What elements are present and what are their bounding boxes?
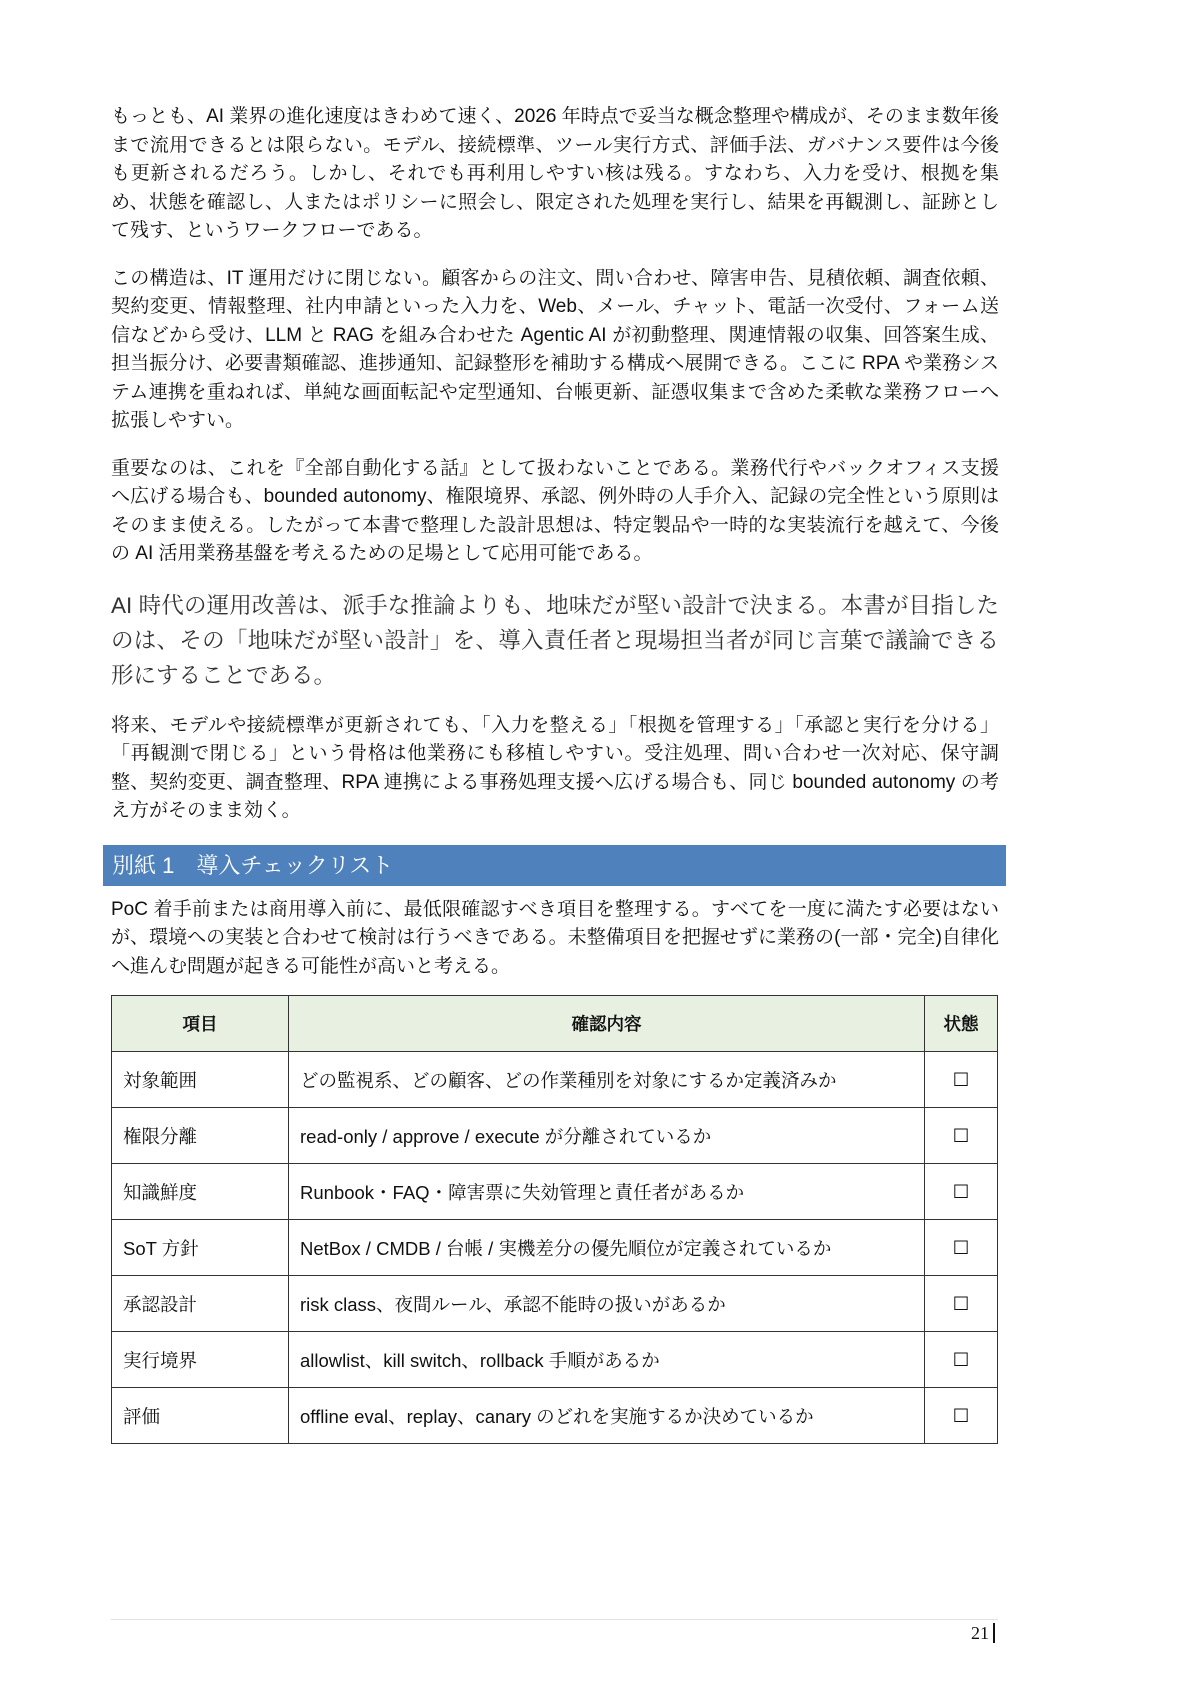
paragraph-5: 将来、モデルや接続標準が更新されても、「入力を整える」「根拠を管理する」「承認と実行を分ける」「再観測で閉じる」という骨格は他業務にも移植しやすい。受注処理、問い合わせ一次対応、保守調整、契約変更、調査整理、RPA 連携による事務処理支援へ広げる場合も、同じ bounded autonomy の考え方がそのまま効く。 <box>111 714 999 821</box>
cell-item: 承認設計 <box>112 1276 289 1332</box>
cell-item: SoT 方針 <box>112 1220 289 1276</box>
table-row <box>112 1276 998 1332</box>
conclusion-paragraph: AI 時代の運用改善は、派手な推論よりも、地味だが堅い設計で決まる。本書が目指したのは、その「地味だが堅い設計」を、導入責任者と現場担当者が同じ言葉で議論できる形にすることである。 <box>111 592 999 688</box>
status-checkbox[interactable]: ☐ <box>925 1108 998 1164</box>
page-number-text: 21 <box>971 1623 989 1643</box>
status-checkbox[interactable]: ☐ <box>925 1220 998 1276</box>
cell-item: 知識鮮度 <box>112 1164 289 1220</box>
table-row <box>112 1332 998 1388</box>
cell-content: offline eval、replay、canary のどれを実施するか決めているか <box>289 1388 925 1444</box>
table-header-row <box>112 996 998 1052</box>
page-number <box>0 1623 995 1644</box>
cell-content: どの監視系、どの顧客、どの作業種別を対象にするか定義済みか <box>289 1052 925 1108</box>
table-row <box>112 1164 998 1220</box>
paragraph-1: もっとも、AI 業界の進化速度はきわめて速く、2026 年時点で妥当な概念整理や構成が、そのまま数年後まで流用できるとは限らない。モデル、接続標準、ツール実行方式、評価手法、ガバナンス要件は今後も更新されるだろう。しかし、それでも再利用しやすい核は残る。すなわち、入力を受け、根拠を集め、状態を確認し、人またはポリシーに照会し、限定された処理を実行し、結果を再観測し、証跡として残す、というワークフローである。 <box>111 106 999 241</box>
table-row <box>112 1220 998 1276</box>
page-number-bar <box>993 1623 995 1643</box>
status-checkbox[interactable]: ☐ <box>925 1276 998 1332</box>
cell-item: 対象範囲 <box>112 1052 289 1108</box>
checklist-table <box>111 995 998 1444</box>
table-row <box>112 1108 998 1164</box>
header-status: 状態 <box>925 996 998 1052</box>
cell-content: NetBox / CMDB / 台帳 / 実機差分の優先順位が定義されているか <box>289 1220 925 1276</box>
cell-item: 評価 <box>112 1388 289 1444</box>
cell-content: allowlist、kill switch、rollback 手順があるか <box>289 1332 925 1388</box>
header-content: 確認内容 <box>289 996 925 1052</box>
paragraph-3: 重要なのは、これを『全部自動化する話』として扱わないことである。業務代行やバックオフィス支援へ広げる場合も、bounded autonomy、権限境界、承認、例外時の人手介入、記録の完全性という原則はそのまま使える。したがって本書で整理した設計思想は、特定製品や一時的な実装流行を越えて、今後の AI 活用業務基盤を考えるための足場として応用可能である。 <box>111 457 999 564</box>
table-row <box>112 1388 998 1444</box>
cell-item: 権限分離 <box>112 1108 289 1164</box>
paragraph-2: この構造は、IT 運用だけに閉じない。顧客からの注文、問い合わせ、障害申告、見積依頼、調査依頼、契約変更、情報整理、社内申請といった入力を、Web、メール、チャット、電話一次受付、フォーム送信などから受け、LLM と RAG を組み合わせた Agentic AI が初動整理、関連情報の収集、回答案生成、担当振分け、必要書類確認、進捗通知、記録整形を補助する構成へ展開できる。ここに RPA や業務システム連携を重ねれば、単純な画面転記や定型通知、台帳更新、証憑収集まで含めた柔軟な業務フローへ拡張しやすい。 <box>111 267 999 431</box>
cell-content: read-only / approve / execute が分離されているか <box>289 1108 925 1164</box>
footer <box>0 1579 1191 1644</box>
cell-item: 実行境界 <box>112 1332 289 1388</box>
header-item: 項目 <box>112 996 289 1052</box>
table-row <box>112 1052 998 1108</box>
status-checkbox[interactable]: ☐ <box>925 1164 998 1220</box>
status-checkbox[interactable]: ☐ <box>925 1388 998 1444</box>
status-checkbox[interactable]: ☐ <box>925 1332 998 1388</box>
status-checkbox[interactable]: ☐ <box>925 1052 998 1108</box>
section-heading: 別紙 1 導入チェックリスト <box>103 845 1006 886</box>
section-intro: PoC 着手前または商用導入前に、最低限確認すべき項目を整理する。すべてを一度に満たす必要はないが、環境への実装と合わせて検討は行うべきである。未整備項目を把握せずに業務の(一部・完全)自律化へ進んむ問題が起きる可能性が高いと考える。 <box>111 898 999 977</box>
cell-content: Runbook・FAQ・障害票に失効管理と責任者があるか <box>289 1164 925 1220</box>
footer-divider <box>111 1619 998 1620</box>
cell-content: risk class、夜間ルール、承認不能時の扱いがあるか <box>289 1276 925 1332</box>
